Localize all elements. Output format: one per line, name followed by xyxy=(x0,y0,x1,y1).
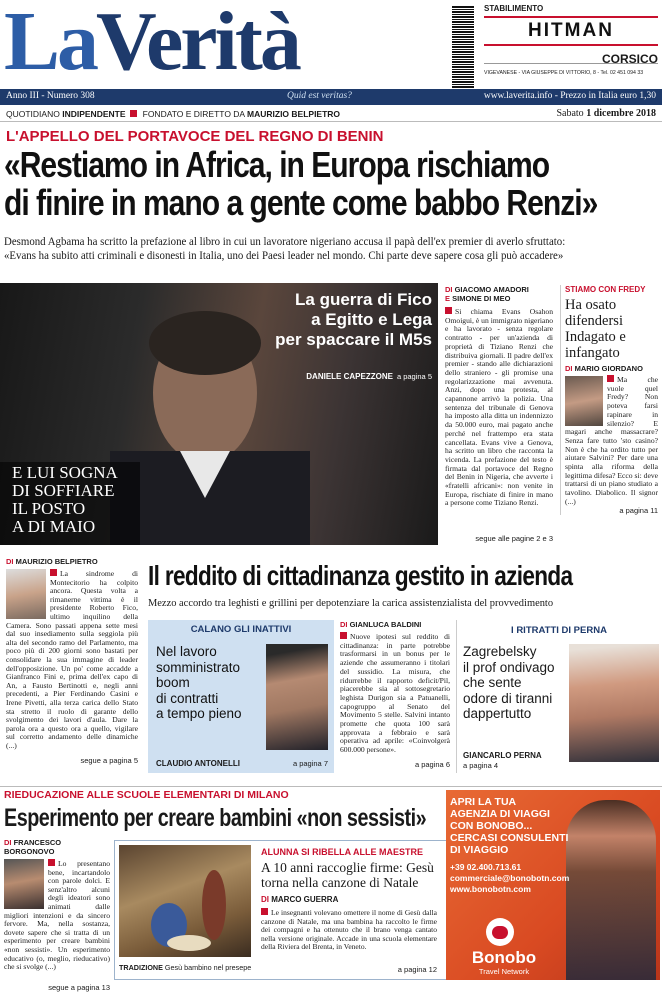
bonobo-contacts xyxy=(450,862,569,895)
ad-hitman-city: CORSICO xyxy=(601,52,658,66)
fico-caption xyxy=(0,462,140,545)
fico-title-2: a Egitto e Lega xyxy=(311,310,432,329)
presepe-caption-text: Gesù bambino nel presepe xyxy=(164,963,252,972)
bonobo-brand: Bonobo xyxy=(471,948,537,967)
bonobo-brand-sub: Travel Network xyxy=(478,967,530,976)
subtitle-b: INDIPENDENTE xyxy=(62,109,126,119)
red-square-icon xyxy=(261,908,268,915)
date: 1 dicembre 2018 xyxy=(586,108,656,119)
inattivi-box[interactable] xyxy=(148,620,334,773)
bonobo-phone: +39 02.400.713.61 xyxy=(450,862,522,872)
scuole-column: DI FRANCESCO BORGONOVO Lo presentano bene, incartandolo con parole dolci. E senz'altro alcuni degli ideatori sono animati dalle migliori intenzioni e da sincero fervore. Ma, nella sostanza, dovete sapere che si tratta di un esperimento per creare bambini «non sessisti». Un esperimento educativo (o, meglio, rieducativo) che si svolge (...) segue a pagina 13 xyxy=(4,838,110,992)
renzi-page[interactable]: segue alle pagine 2 e 3 xyxy=(475,534,553,543)
renzi-column: DI GIACOMO AMADORI E SIMONE DI MEO Si chiama Evans Osahon Omoigui, è un immigrato nigeriano e ha lavorato - senza regolare contratto - per un'azienda di proprietà di Tiziano Renzi che distribuiva giornali. Il padre dell'ex premier - stando alle dichiarazioni dello straniero - gli promise una regolarizzazione mai avvenuta. Anzi, dopo una protesta, al capannone arrivò la polizia. Una sentenza del tribunale di Genova ha imposto alla ditta un indennizzo da 50.000 euro, mai pagato anche perché nel frattempo era stata cancellata. Evans vive a Genova, ha scritto un libro che racconta la vicenda. La prefazione del testo è firmata dal portavoce del Regno del Benin in Nigeria, che avverte i «fratelli africani»: non venite in Europa, rischiate di finire in mano a persone come Tiziano Renzi. segue alle pagine 2 e 3 xyxy=(445,285,553,543)
perna-text-4: odore di tiranni xyxy=(463,690,553,706)
fredy-body: Ma che vuole quel Fredy? Non poteva farsi rapinare in silenzio? E magari anche massacrare? Senza fare tutto 'sto casino? Non è che ha ordito tutto per aiutare Salvini? Per dare una spinta alla riforma della legittima difesa? Ecco si: deve trattarsi di un piano studiato a tavolino. Diabolico. Il signor (...) xyxy=(565,375,658,506)
barcode xyxy=(452,6,474,90)
red-square-icon xyxy=(130,110,137,117)
giordano-photo xyxy=(565,376,603,426)
red-square-icon xyxy=(48,859,55,866)
perna-text-2: il prof ondivago xyxy=(463,659,555,675)
fico-caption-1: E LUI SOGNA xyxy=(12,463,118,482)
ad-hitman[interactable] xyxy=(484,4,658,82)
bonobo-line-4: CERCASI CONSULENTI xyxy=(450,832,569,844)
inattivi-text-1: Nel lavoro xyxy=(156,644,217,659)
perna-box[interactable] xyxy=(456,620,660,773)
inattivi-text-5: a tempo pieno xyxy=(156,706,242,721)
ad-hitman-line1: STABILIMENTO xyxy=(484,4,544,13)
ad-hitman-brand: HITMAN xyxy=(528,20,614,41)
red-square-icon xyxy=(340,632,347,639)
fico-credit xyxy=(292,366,432,384)
fico-title-3: per spaccare il M5s xyxy=(275,330,432,349)
perna-text-3: che sente xyxy=(463,675,522,690)
lead-summary-1: Desmond Agbama ha scritto la prefazione al libro in cui un lavoratore nigeriano accusa il papà dell'ex premier di averlo sfruttato: xyxy=(4,236,566,248)
reddito-headline[interactable]: Il reddito di cittadinanza gestito in azienda xyxy=(148,560,573,591)
subtitle-bar xyxy=(0,106,662,122)
scuole-byline: FRANCESCO BORGONOVO xyxy=(4,838,62,856)
inattivi-text-3: boom xyxy=(156,675,190,690)
motto: Quid est veritas? xyxy=(287,91,352,101)
newspaper-logo[interactable] xyxy=(4,0,299,88)
bonobo-monkey-icon xyxy=(486,918,514,946)
lead-headline-2: di finire in mano a gente come babbo Renzi» xyxy=(4,182,598,223)
fico-title[interactable] xyxy=(232,290,432,350)
founder-b: MAURIZIO BELPIETRO xyxy=(247,109,341,119)
baldini-body: Nuove ipotesi sul reddito di cittadinanza: in parte potrebbe trasformarsi in un bonus per le aziende che assumeranno i titolari del sussidio. La misura, che ridurrebbe il rapporto deficit/Pil, piacerebbe sia al sottosegretario leghista Durigon sia a Patuanelli, capogruppo al Senato del Movimento 5 stelle. Salvini intanto promette che quota 100 sarà approvata a febbraio e sarà operativa ad aprile: «Coinvolgerà 600.000 persone». xyxy=(340,632,450,755)
bonobo-line-1: APRI LA TUA xyxy=(450,796,517,808)
bonobo-line-5: DI VIAGGIO xyxy=(450,844,509,856)
inattivi-author: CLAUDIO ANTONELLI xyxy=(156,759,240,768)
inattivi-text-2: somministrato xyxy=(156,659,241,675)
bonobo-line-2: AGENZIA DI VIAGGI xyxy=(450,808,550,820)
fico-caption-4: A DI MAIO xyxy=(12,517,96,536)
logo-part-la: La xyxy=(4,0,97,88)
bonobo-email: commerciale@bonobotn.com xyxy=(450,873,570,883)
ad-hitman-address: VIGEVANESE - VIA GIUSEPPE DI VITTORIO, 8 - Tel. 02 451 094 33 xyxy=(484,70,644,76)
scuole-kicker: RIEDUCAZIONE ALLE SCUOLE ELEMENTARI DI MILANO xyxy=(4,789,289,801)
red-square-icon xyxy=(50,569,57,576)
perna-kicker: I RITRATTI DI PERNA xyxy=(511,625,607,636)
lead-headline-1: «Restiamo in Africa, in Europa rischiamo xyxy=(4,144,550,185)
presepe-photo xyxy=(119,845,251,957)
fico-caption-2: DI SOFFIARE xyxy=(12,481,115,500)
natale-body: Le insegnanti volevano omettere il nome di Gesù dalla canzone di Natale, ma una bambina ha raccolto le firme dei compagni e ha ottenuto che il brano venga cantato nella versione originale. Accade in una scuola elementare della Riviera del Brenta, in Veneto. xyxy=(261,908,437,952)
di-maio-photo xyxy=(266,644,328,750)
logo-part-verita: Verità xyxy=(96,0,299,88)
fredy-byline: MARIO GIORDANO xyxy=(574,364,643,373)
natale-title: A 10 anni raccoglie firme: Gesù torna nella canzone di Natale xyxy=(261,860,434,890)
lead-kicker: L'APPELLO DEL PORTAVOCE DEL REGNO DI BENIN xyxy=(6,128,384,145)
belpietro-column: DI MAURIZIO BELPIETRO La sindrome di Montecitorio ha colpito ancora. Questa volta a rimanerne vittima è il presidente Roberto Fico, ultimo inquilino della Camera. Sono passati appena sette mesi dal suo insediamento sulla seggiola più alta del secondo ramo del Parlamento, ma poco più di 200 giorni sono bastati per consolidare la sua immagine di leader dell'opposizione. Un po' come accadde a Gianfranco Fini e, prima dell'ex capo di An, a Fausto Bertinotti e, negli anni precedenti, a Pier Ferdinando Casini e Irene Pivetti, alla terza carica dello Stato sta stretto il ruolo di garante dello svolgimento dei lavori d'aula. Dare la parola ora a questo ora a quello, vigilare sul corretto andamento delle dinamiche (...) segue a pagina 5 xyxy=(6,557,138,765)
inattivi-kicker: CALANO GLI INATTIVI xyxy=(190,624,292,635)
zagrebelsky-photo xyxy=(569,644,659,762)
website-price[interactable]: www.laverita.info - Prezzo in Italia euro 1,30 xyxy=(483,91,656,101)
presepe-caption-bold: TRADIZIONE xyxy=(119,963,163,972)
fico-caption-3: IL POSTO xyxy=(12,499,86,518)
natale-page[interactable]: a pagina 12 xyxy=(397,965,437,974)
issue-bar xyxy=(0,89,662,105)
perna-page[interactable]: a pagina 4 xyxy=(463,761,499,770)
renzi-byline-1: GIACOMO AMADORI xyxy=(454,285,529,294)
subtitle xyxy=(6,109,340,119)
separator xyxy=(0,786,662,787)
fredy-kicker: STIAMO CON FREDY xyxy=(565,285,646,294)
lead-summary xyxy=(4,235,658,263)
natale-kicker: ALUNNA SI RIBELLA ALLE MAESTRE xyxy=(261,847,423,857)
bonobo-headline xyxy=(450,796,568,856)
inattivi-text xyxy=(156,644,242,722)
red-square-icon xyxy=(607,375,614,382)
bonobo-line-3: CON BONOBO... xyxy=(450,820,533,832)
nativity-illustration xyxy=(119,845,251,957)
fico-title-1: La guerra di Fico xyxy=(295,290,432,309)
lead-headline[interactable] xyxy=(4,146,658,222)
perna-author: GIANCARLO PERNA xyxy=(463,751,542,760)
fredy-page[interactable]: a pagina 11 xyxy=(619,506,658,515)
baldini-page[interactable]: a pagina 6 xyxy=(414,760,450,769)
fico-author: DANIELE CAPEZZONE xyxy=(306,372,393,381)
perna-text-5: dappertutto xyxy=(463,706,532,721)
presepe-caption xyxy=(119,963,251,972)
renzi-body: Si chiama Evans Osahon Omoigui, è un immigrato nigeriano e ha lavorato - senza regolare contratto - per un'azienda di proprietà di Tiziano Renzi che distribuiva giornali. Il padre dell'ex premier - stando alle dichiarazioni dello straniero - gli promise una regolarizzazione mai avvenuta. Anzi, dopo una protesta, al capannone arrivò la polizia. Una sentenza del tribunale di Genova ha imposto alla ditta un indennizzo da 50.000 euro, mai pagato anche perché nel frattempo era stata cancellata. Evans vive a Genova, ha scritto un libro che racconta la vicenda. La prefazione del testo è firmata dal portavoce del Regno del Benin in Nigeria, che avverte i «fratelli africani»: non venite in Europa, rischiate di finire in mano a persone come Tiziano Renzi. xyxy=(445,307,553,508)
scuole-headline[interactable]: Esperimento per creare bambini «non sessisti» xyxy=(4,804,427,832)
scuole-body: Lo presentano bene, incartandolo con parole dolci. E senz'altro alcuni degli ideatori sono animati dalle migliori intenzioni e da sincero fervore. Ma, nella sostanza, dovete sapere che si tratta di un esperimento per creare bambini «non sessisti». Un esperimento educativo (o, meglio, rieducativo) che si svolge (...) xyxy=(4,859,110,972)
belpietro-photo xyxy=(6,569,46,619)
lead-summary-2: «Evans ha subito atti criminali e disonesti in Italia, uno dei Paesi leader nel mondo. Chi parte deve sapere cosa gli può accadere» xyxy=(4,250,564,262)
baldini-column: DI GIANLUCA BALDINI Nuove ipotesi sul reddito di cittadinanza: in parte potrebbe trasformarsi in un bonus per le aziende che assumeranno i titolari del sussidio. La misura, che ridurrebbe il rapporto deficit/Pil, piacerebbe sia al sottosegretario leghista Durigon sia a Patuanelli, capogruppo al Senato del Movimento 5 stelle. Salvini intanto promette che quota 100 sarà approvata a febbraio e sarà operativa ad aprile: «Coinvolgerà 600.000 persone». a pagina 6 xyxy=(340,620,450,769)
ad-bonobo[interactable] xyxy=(446,790,660,980)
bonobo-web: www.bonobotn.com xyxy=(450,884,531,894)
belpietro-byline: MAURIZIO BELPIETRO xyxy=(15,557,98,566)
perna-text-1: Zagrebelsky xyxy=(463,644,537,659)
red-square-icon xyxy=(445,307,452,314)
natale-box[interactable]: TRADIZIONE Gesù bambino nel presepe ALUNNA SI RIBELLA ALLE MAESTRE A 10 anni raccoglie firme: Gesù torna nella canzone di Natale DI MARCO GUERRA Le insegnanti volevano omettere il nome di Gesù dalla canzone di Natale, ma una bambina ha raccolto le firme dei compagni e ha ottenuto che il brano venga cantato nella versione originale. Accade in una scuola elementare della Riviera del Brenta, in Veneto. a pagina 12 xyxy=(114,840,654,980)
subtitle-a: QUOTIDIANO xyxy=(6,109,60,119)
issue-number: Anno III - Numero 308 xyxy=(6,91,95,101)
fico-page[interactable]: a pagina 5 xyxy=(396,372,432,381)
natale-byline: MARCO GUERRA xyxy=(271,895,339,904)
inattivi-text-4: di contratti xyxy=(156,690,219,706)
baldini-byline: GIANLUCA BALDINI xyxy=(349,620,422,629)
belpietro-body: La sindrome di Montecitorio ha colpito ancora. Questa volta a rimanerne vittima è il presidente Roberto Fico, ultimo inquilino della Camera. Sono passati appena sette mesi dal suo insediamento sulla seggiola più alta del secondo ramo del Parlamento, ma poco più di 200 giorni sono bastati per consolidare la sua immagine di leader dell'opposizione. Un po' come accadde a Gianfranco Fini e, prima dell'ex capo di An, a Fausto Bertinotti e, negli anni precedenti, a Pier Ferdinando Casini e Irene Pivetti, alla terza carica dello Stato sta stretto il ruolo di garante dello svolgimento dei lavori d'aula. Dare la parola ora a questo ora a quello, vigilare sul corretto andamento delle dinamiche (...) xyxy=(6,569,138,750)
borgonovo-photo xyxy=(4,859,44,909)
inattivi-page[interactable]: a pagina 7 xyxy=(292,759,328,768)
traveler-photo xyxy=(566,800,656,980)
reddito-deck: Mezzo accordo tra leghisti e grillini per depotenziare la carica assistenzialista del provvedimento xyxy=(148,597,554,609)
date-day: Sabato xyxy=(556,108,584,119)
renzi-byline-2: SIMONE DI MEO xyxy=(452,294,511,303)
fredy-title[interactable]: Ha osato difendersi Indagato e infangato xyxy=(565,297,626,361)
founder-a: FONDATO E DIRETTO DA xyxy=(142,109,245,119)
fredy-box: STIAMO CON FREDY Ha osato difendersi Indagato e infangato DI MARIO GIORDANO Ma che vuole quel Fredy? Non poteva farsi rapinare in silenzio? E magari anche massacrare? Senza fare tutto 'sto casino? Non è che ha ordito tutto per aiutare Salvini? Per dare una spinta alla riforma della legittima difesa? Ecco si: deve trattarsi di un piano studiato a tavolino. Diabolico. Il signor (...) a pagina 11 xyxy=(560,285,658,515)
ad-hitman-brand-box xyxy=(484,16,658,46)
scuole-page[interactable]: segue a pagina 13 xyxy=(48,983,110,992)
belpietro-page[interactable]: segue a pagina 5 xyxy=(80,756,138,765)
perna-text xyxy=(463,644,555,722)
